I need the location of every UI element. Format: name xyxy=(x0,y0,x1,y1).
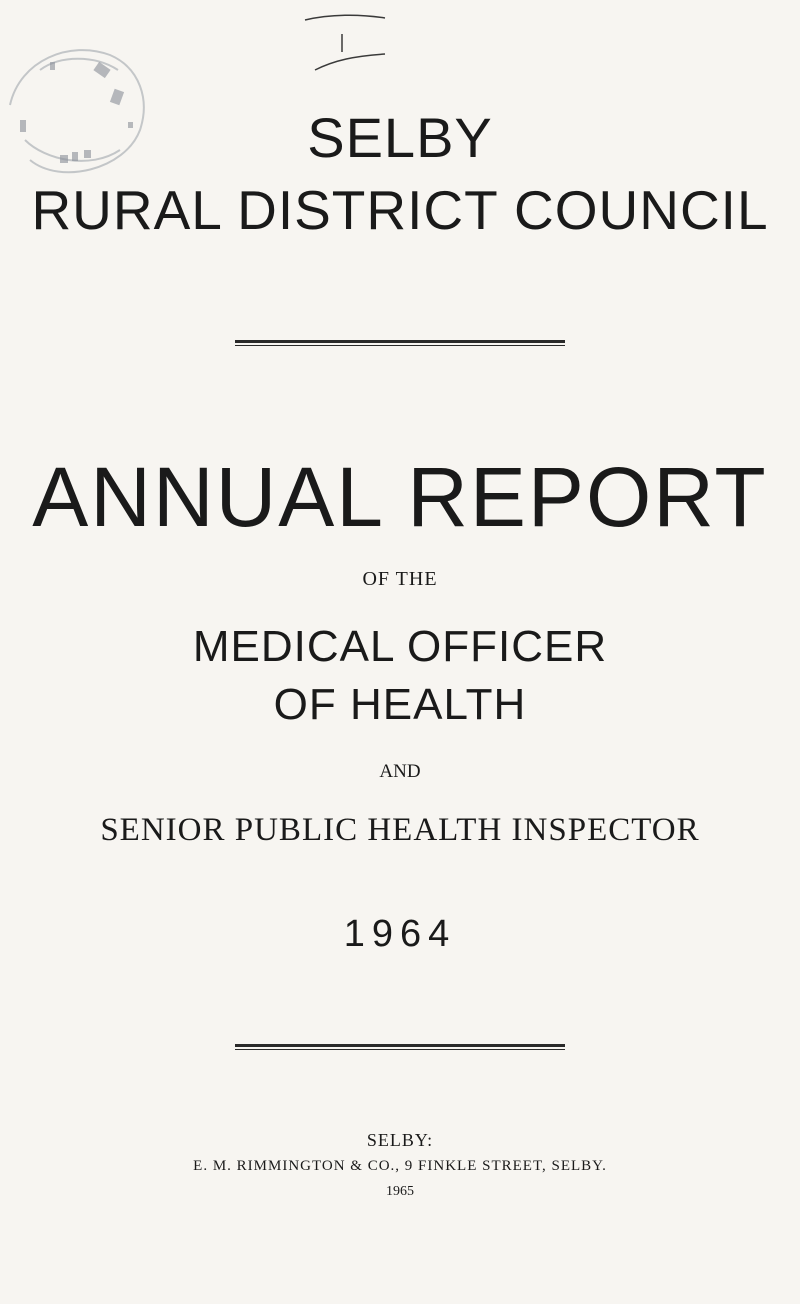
imprint-year: 1965 xyxy=(386,1184,414,1199)
officer-title-line-1: MEDICAL OFFICER xyxy=(192,622,608,671)
inspector-title: SENIOR PUBLIC HEALTH INSPECTOR xyxy=(100,812,700,848)
divider-rule-bottom xyxy=(235,1044,565,1050)
imprint-town: SELBY: xyxy=(366,1130,434,1150)
report-year: 1964 xyxy=(343,913,457,955)
report-title: ANNUAL REPORT xyxy=(32,450,768,544)
imprint-printer: E. M. RIMMINGTON & CO., 9 FINKLE STREET, SELBY. xyxy=(193,1158,607,1174)
officer-title-line-2: OF HEALTH xyxy=(273,680,527,729)
conjunction-and: AND xyxy=(379,761,421,782)
shelf-mark-icon xyxy=(300,12,390,72)
subtitle-of-the: OF THE xyxy=(362,568,438,590)
council-town: SELBY xyxy=(307,106,493,169)
council-name: RURAL DISTRICT COUNCIL xyxy=(31,179,769,241)
divider-rule-top xyxy=(235,340,565,346)
